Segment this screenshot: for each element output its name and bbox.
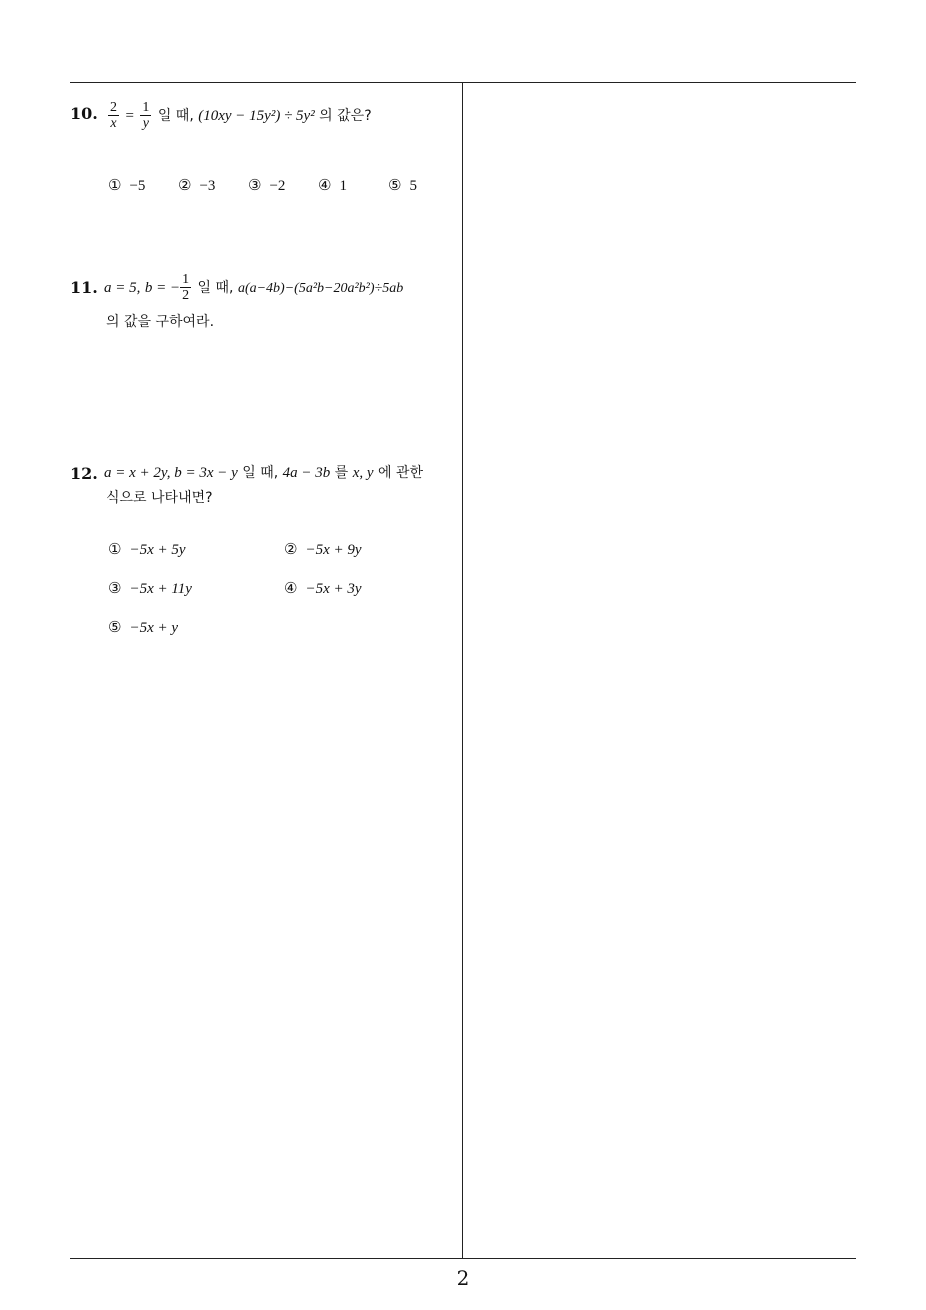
choice-2[interactable]: ② −5x + 9y — [284, 540, 362, 558]
expression: (10xy − 15y²) ÷ 5y² — [198, 107, 315, 124]
choice-2[interactable]: ② −3 — [178, 176, 216, 194]
fraction-half: $\frac{1}{2}$ — [182, 272, 190, 304]
expression: a(a−4b)−(5a²b−20a²b²)÷5ab — [237, 280, 404, 296]
choice-5[interactable]: ⑤ 5 — [388, 176, 417, 194]
choice-3[interactable]: ③ −2 — [248, 176, 286, 194]
question-stem: a = 5, b = − $\frac{1}{2}$ 일 때, a(a−4b)−(5a²b−20a²b²)÷5ab — [104, 272, 404, 304]
question-stem: a = x + 2y, b = 3x − y 일 때, 4a − 3b 를 x, y 에 관한 — [104, 465, 424, 481]
fraction-left: $\frac{2}{x}$ — [110, 100, 117, 132]
question-number: 10. — [70, 104, 98, 123]
page-number: 2 — [456, 1266, 470, 1290]
bottom-rule — [70, 1258, 856, 1259]
column-divider — [462, 82, 463, 1258]
question-12 — [70, 462, 460, 652]
choice-1[interactable]: ① −5x + 5y — [108, 540, 186, 558]
question-stem: $\frac{2}{x}$ = $\frac{1}{y}$ 일 때, (10xy − 15y²) ÷ 5y² 의 값은? — [110, 100, 372, 132]
choice-4[interactable]: ④ −5x + 3y — [284, 579, 362, 597]
fraction-right: $\frac{1}{y}$ — [142, 100, 150, 132]
question-stem-line2: 의 값을 구하여라. — [106, 314, 215, 330]
question-number: 11. — [70, 278, 98, 297]
choice-5[interactable]: ⑤ −5x + y — [108, 618, 179, 636]
question-11 — [70, 272, 460, 342]
question-10 — [70, 100, 460, 210]
question-number: 12. — [70, 464, 98, 483]
choice-4[interactable]: ④ 1 — [318, 176, 347, 194]
top-rule — [70, 82, 856, 83]
choice-1[interactable]: ① −5 — [108, 176, 146, 194]
question-stem-line2: 식으로 나타내면? — [106, 490, 213, 506]
choice-3[interactable]: ③ −5x + 11y — [108, 579, 192, 597]
